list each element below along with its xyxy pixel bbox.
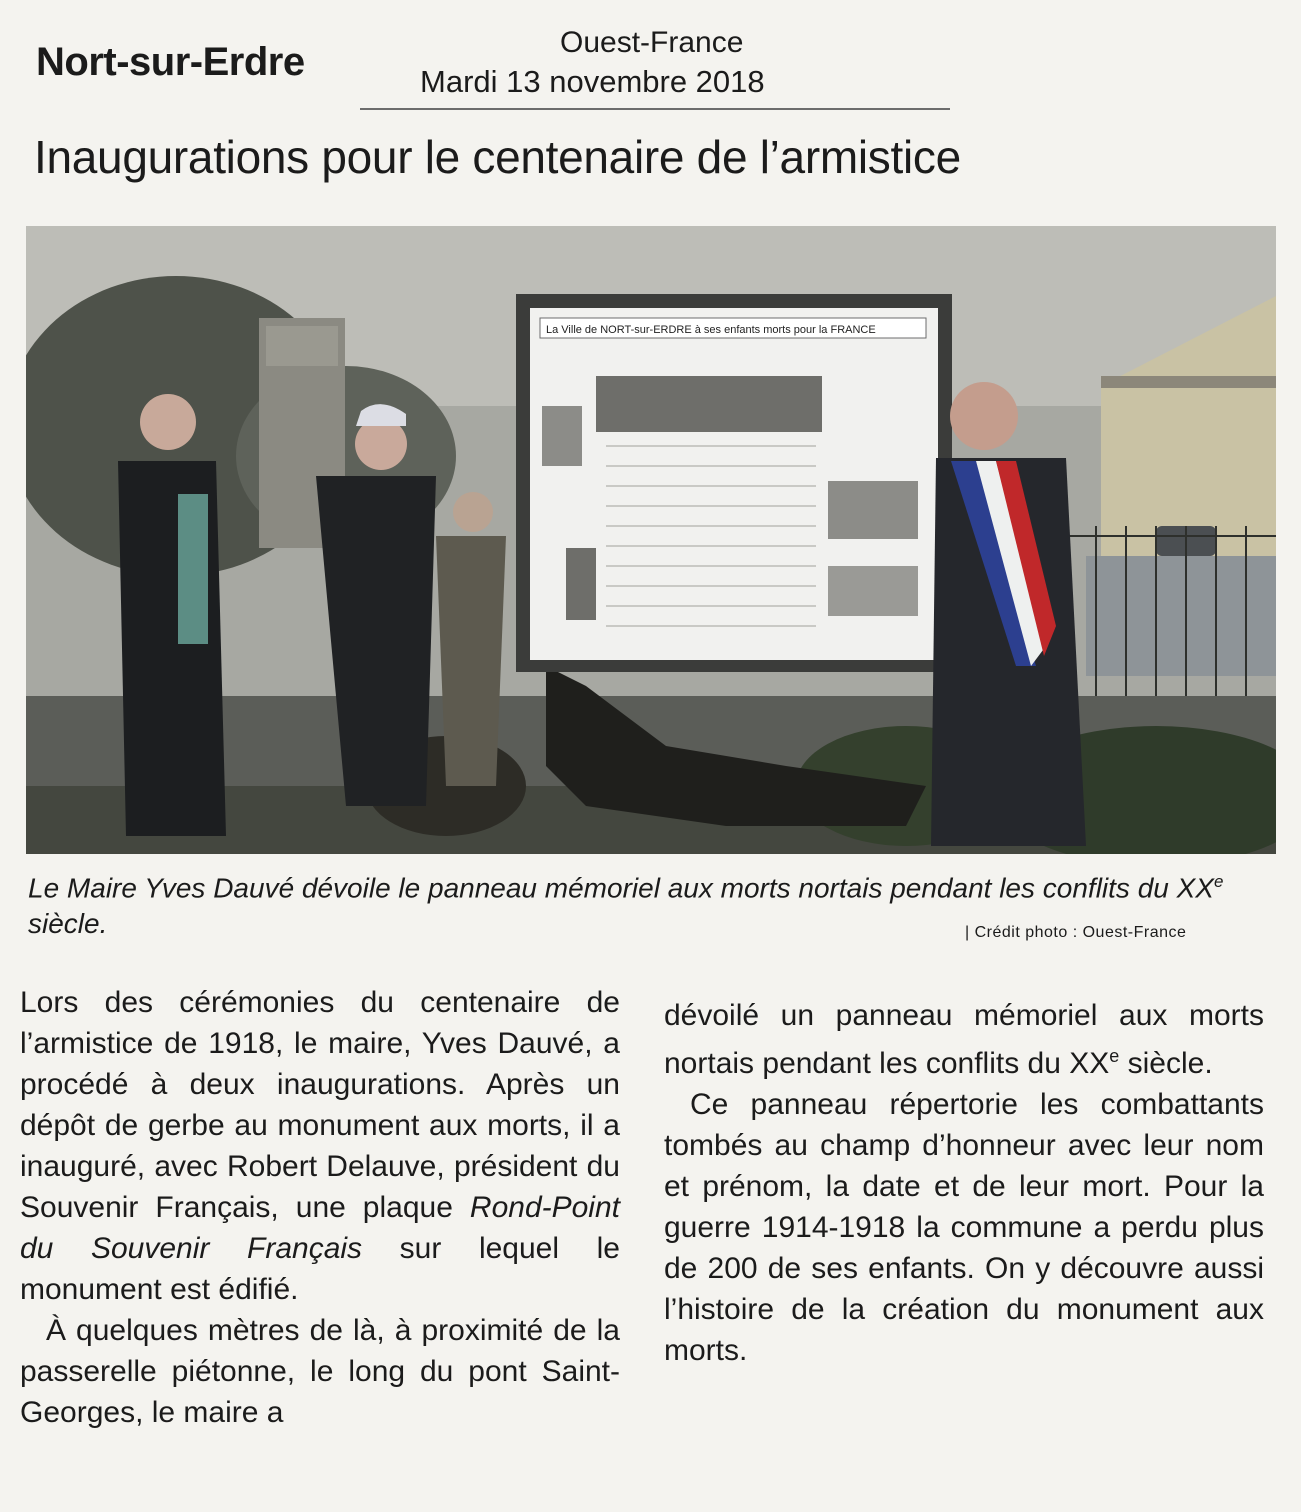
article-headline: Inaugurations pour le centenaire de l’armistice (34, 131, 961, 183)
publication-date: Mardi 13 novembre 2018 (420, 64, 765, 99)
superscript: e (1109, 1046, 1120, 1066)
panel-title: La Ville de NORT-sur-ERDRE à ses enfants morts pour la FRANCE (546, 324, 876, 336)
article-column-right (664, 995, 1264, 1371)
caption-text-end: siècle. (28, 908, 108, 940)
paragraph-text: sur lequel le monument est édifié. (20, 1232, 620, 1306)
article-column-left (20, 982, 620, 1433)
paragraph (20, 982, 620, 1310)
plaque-name: Rond-Point du Souvenir Français (20, 1191, 620, 1265)
caption-text: Le Maire Yves Dauvé dévoile le panneau mémoriel aux morts nortais pendant les conflits du XX (28, 872, 1214, 904)
paragraph: À quelques mètres de là, à proximité de la passerelle piétonne, le long du pont Saint-Georges, le maire a (20, 1314, 620, 1429)
header-divider (360, 108, 950, 110)
paragraph: Ce panneau répertorie les combattants tombés au champ d’honneur avec leur nom et prénom, la date et de leur mort. Pour la guerre 1914-1918 la commune a perdu plus de 200 de ses enfants. On y découvre aussi l’histoire de la création du monument aux morts. (664, 1088, 1264, 1367)
paragraph-text: siècle. (1119, 1047, 1213, 1080)
paragraph-text: Lors des cérémonies du centenaire de l’armistice de 1918, le maire, Yves Dauvé, a procédé à deux inaugurations. Après un dépôt de gerbe au monument aux morts, il a inauguré, avec Robert Delauve, président du Souvenir Français, une plaque (20, 986, 620, 1224)
paragraph (664, 995, 1264, 1084)
article-photo (26, 226, 1276, 854)
caption-superscript: e (1213, 872, 1224, 891)
paragraph-text: dévoilé un panneau mémoriel aux morts nortais pendant les conflits du XX (664, 999, 1264, 1080)
newspaper-name: Ouest-France (560, 26, 744, 59)
location-title: Nort-sur-Erdre (36, 40, 305, 84)
photo-credit: | Crédit photo : Ouest-France (965, 924, 1187, 941)
